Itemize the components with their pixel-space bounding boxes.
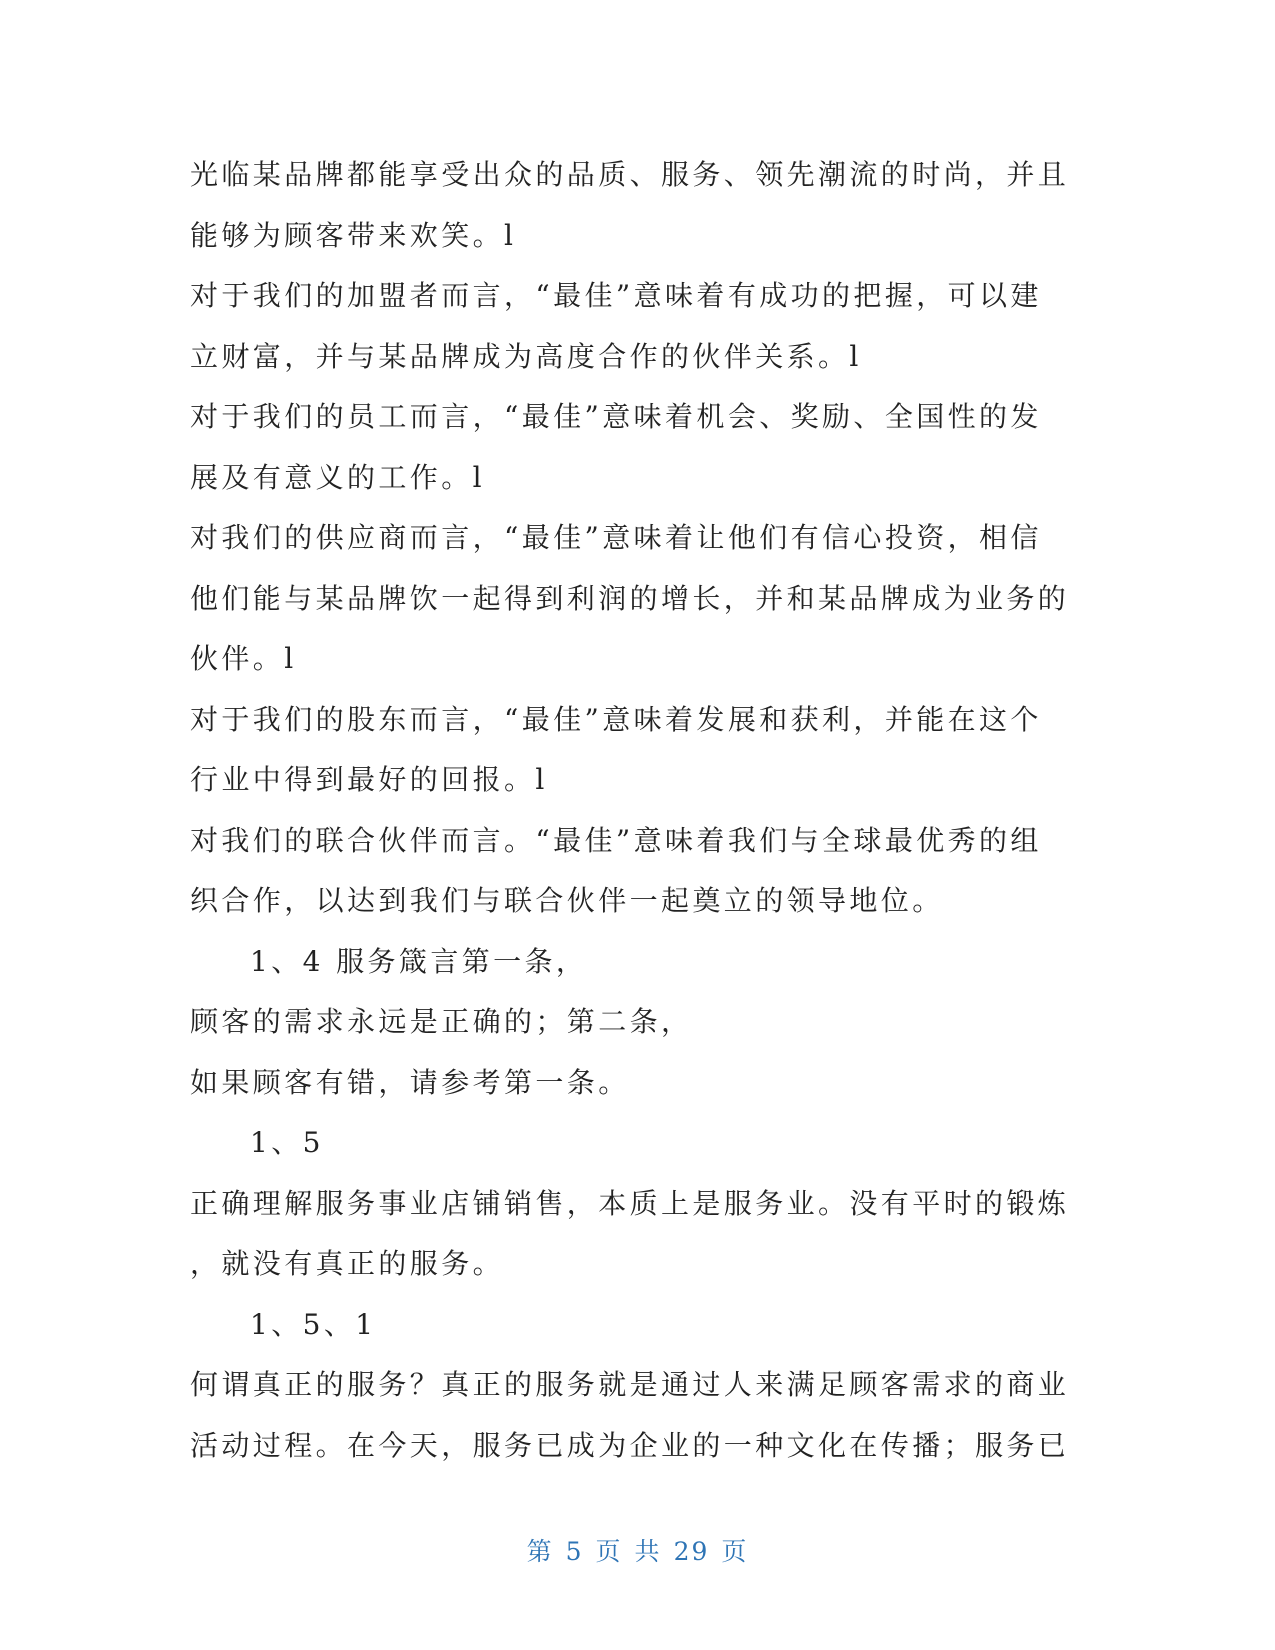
text-line: 对于我们的员工而言，“最佳”意味着机会、奖励、全国性的发 [190,400,1042,433]
section-heading: 1、5、1 [250,1307,377,1341]
text-line: 行业中得到最好的回报。l [190,763,548,796]
text-line: 展及有意义的工作。l [190,460,485,494]
text-line: ，就没有真正的服务。 [190,1247,505,1280]
footer-prefix: 第 [526,1537,554,1566]
page-footer [0,1532,1275,1568]
footer-page-label: 页 [595,1537,623,1566]
text-line: 伙伴。l [190,642,297,675]
text-line: 活动过程。在今天，服务已成为企业的一种文化在传播；服务已 [190,1428,1070,1462]
text-line: 对于我们的加盟者而言，“最佳”意味着有成功的把握，可以建 [190,279,1042,312]
text-line: 织合作，以达到我们与联合伙伴一起奠立的领导地位。 [190,884,944,917]
document-body [190,145,1070,1476]
text-line: 对我们的供应商而言，“最佳”意味着让他们有信心投资，相信 [190,521,1042,554]
footer-total-label: 共 [634,1537,662,1566]
text-line: 正确理解服务事业店铺销售，本质上是服务业。没有平时的锻炼 [190,1186,1070,1220]
total-page-number: 29 [673,1537,710,1566]
text-line: 立财富，并与某品牌成为高度合作的伙伴关系。l [190,339,862,373]
text-line: 对于我们的股东而言，“最佳”意味着发展和获利，并能在这个 [190,702,1042,736]
text-line: 能够为顾客带来欢笑。l [190,218,517,252]
current-page-number: 5 [565,1537,584,1566]
text-line: 如果顾客有错，请参考第一条。 [190,1065,630,1099]
text-line: 何谓真正的服务？真正的服务就是通过人来满足顾客需求的商业 [190,1368,1070,1401]
text-line: 对我们的联合伙伴而言。“最佳”意味着我们与全球最优秀的组 [190,823,1042,857]
footer-suffix: 页 [721,1537,749,1566]
text-line: 顾客的需求永远是正确的；第二条， [190,1005,693,1038]
section-heading: 1、5 [250,1126,324,1159]
section-heading: 1、4 服务箴言第一条， [250,944,588,978]
text-line: 他们能与某品牌饮一起得到利润的增长，并和某品牌成为业务的 [190,581,1070,615]
text-line: 光临某品牌都能享受出众的品质、服务、领先潮流的时尚，并且 [190,158,1070,191]
